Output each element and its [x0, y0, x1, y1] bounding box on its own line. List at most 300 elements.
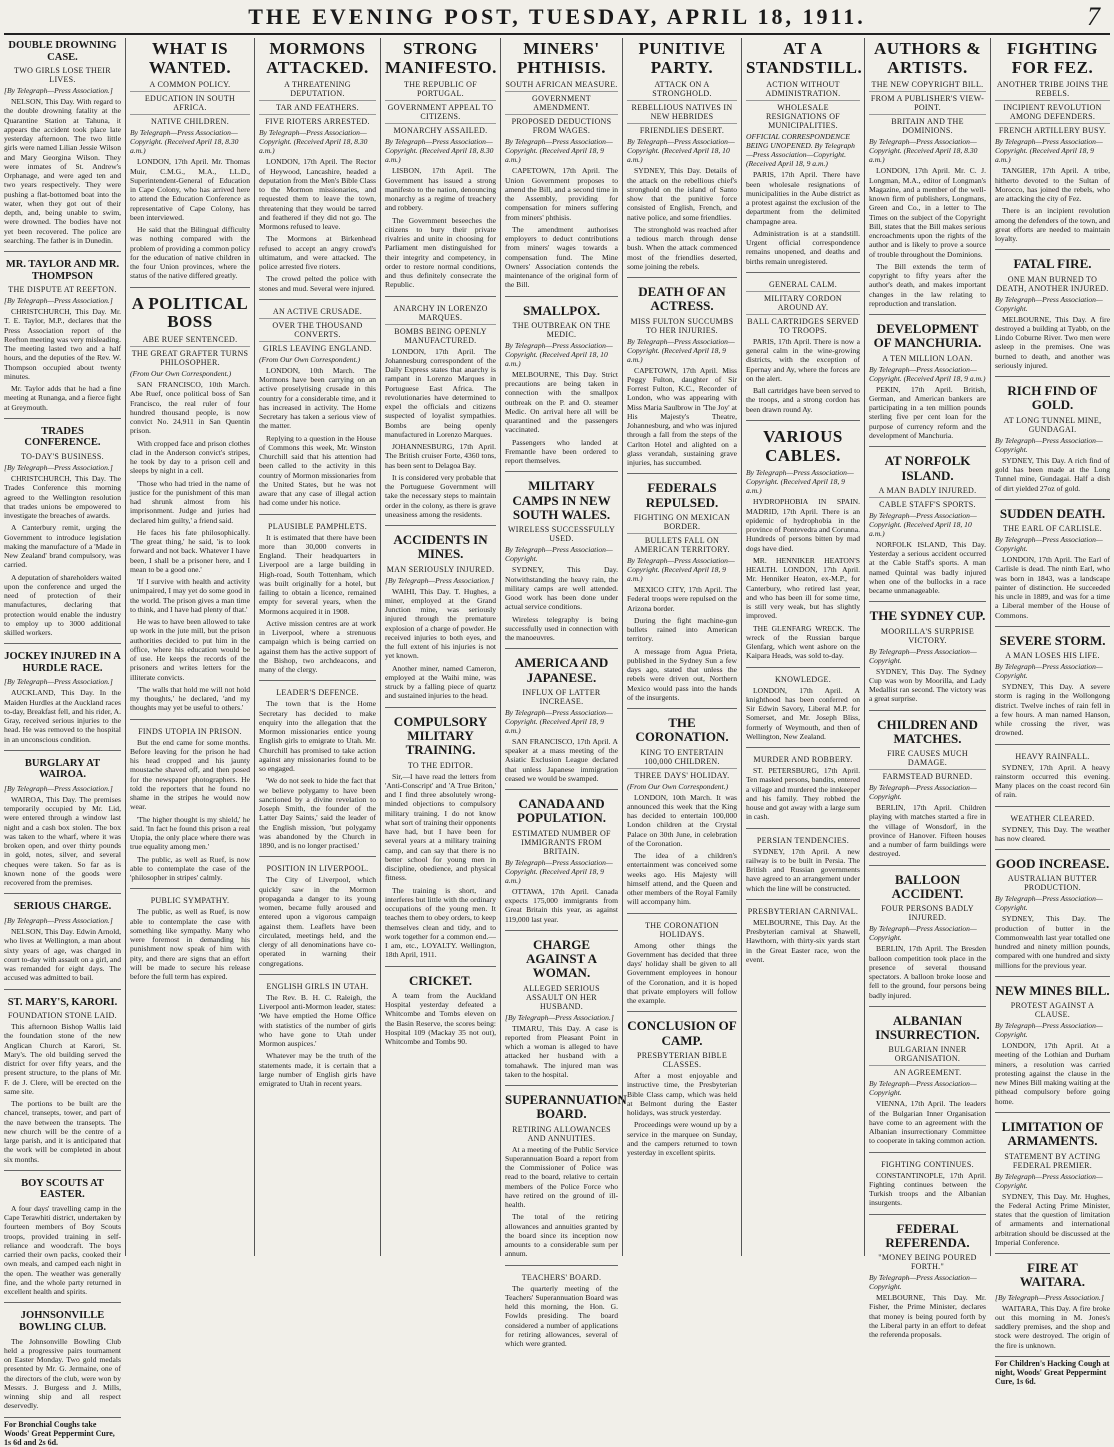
article: [505, 1085, 627, 1259]
headline: DOUBLE DROWNING CASE.: [8, 40, 117, 63]
subheadline: HEAVY RAINFALL.: [1015, 751, 1090, 761]
article-paragraph: The town that is the Home Secretary has decided to make enquiry into the allegation that the Mormon missionaries entice young English girls to emigrate to Utah. Mr. Churchill has promised to take action against any missionaries found to be so engaged.: [259, 699, 376, 774]
article-paragraph: MELBOURNE, This Day. At the Presbyterian carnival at Shawell, Hawthorn, with thirty-six yards start in the Great Easter race, won the event.: [746, 917, 860, 964]
headline: JOHNSONVILLE BOWLING CLUB.: [19, 1310, 106, 1333]
article: [995, 40, 1110, 243]
headline: THE CORONATION.: [635, 715, 729, 745]
article-paragraph: Passengers who landed at Fremantle have been ordered to report themselves.: [505, 437, 618, 466]
article: [505, 296, 618, 466]
article: [385, 40, 496, 290]
subheadline: LEADER'S DEFENCE.: [276, 688, 359, 698]
dateline: [By Telegraph—Press Association.]: [4, 677, 113, 687]
subheadline: FRIENDLIES DESERT.: [627, 123, 737, 135]
headline: MR. TAYLOR AND MR. THOMPSON: [5, 259, 120, 282]
article-paragraph: Among other things the Government has decided that three days' holiday shall be given to all Government employees in honour of the Coronation, and it is hoped that private employers will follow the example.: [627, 940, 737, 1006]
article: [4, 643, 121, 744]
subheadline: THE EARL OF CARLISLE.: [1003, 524, 1102, 534]
article-paragraph: 'If I survive with health and activity unimpaired, I may yet do some good in the world. The prison gives a man time to think, and I have had plenty of that.': [130, 577, 250, 614]
article-paragraph: LONDON, 17th April. The Earl of Carlisle is dead. The ninth Earl, who was born in 1843, was a landscape painter of distinction. He succeeded his uncle in 1889, and was for a time a Liberal member of the House of Commons.: [995, 555, 1110, 620]
article: [746, 39, 863, 266]
article: [746, 747, 860, 822]
subheadline: ACTION WITHOUT ADMINISTRATION.: [765, 80, 841, 99]
headline: AT A STANDSTILL.: [746, 39, 863, 77]
headline: ST. MARY'S, KARORI.: [7, 996, 118, 1008]
article-paragraph: A deputation of shareholders waited upon the conference and urged the need of protection of their manufactures, declaring that protection would enable the industry to employ up to 3000 additional skilled workers.: [4, 572, 121, 638]
article-paragraph: NELSON, This Day. Edwin Arnold, who lives at Wellington, a man about sixty years of age, was charged in court to-day with assault on a girl, and was remanded for eight days. The accused was admitted to bail.: [4, 927, 121, 983]
subheadline: THE NEW COPYRIGHT BILL.: [871, 80, 984, 90]
article: [4, 989, 121, 1164]
subheadline: MOORILLA'S SURPRISE VICTORY.: [880, 626, 975, 645]
article-paragraph: SYDNEY, This Day. Details of the attack on the rebellious chief's stronghold on the island of Santo show that the punitive force consisted of English, French, and native police, and some friendlies.: [627, 166, 737, 222]
article-paragraph: LONDON, 10th March. It was announced this week that the King has decided to entertain 100,000 London children at the Crystal Palace on 30th June, in celebration of the Coronation.: [627, 792, 737, 848]
subheadline: KNOWLEDGE.: [774, 674, 832, 684]
article-paragraph: After a most enjoyable and instructive time, the Presbyterian Bible Class camp, which was held at Belmont during the Easter holidays, was struck yesterday.: [627, 1071, 737, 1117]
article-paragraph: Replying to a question in the House of Commons this week, Mr. Winston Churchill said that his attention had been called to the activity in this country of Mormon missionaries from the United States, but he was not aware that any case of illegal action had come under his notice.: [259, 433, 376, 508]
subheadline: POSITION IN LIVERPOOL.: [266, 864, 369, 874]
article-paragraph: 'The higher thought is my shield,' he said. 'In fact he found this prison a real Utopia, the only place where there was true equality among men.': [130, 814, 250, 852]
subheadline: WHOLESALE RESIGNATIONS OF MUNICIPALITIES.: [746, 100, 860, 130]
dateline: (From Our Own Correspondent.): [130, 369, 232, 378]
subheadline: PUBLIC SYMPATHY.: [150, 896, 230, 906]
headline: TRADES CONFERENCE.: [24, 425, 101, 449]
article: [995, 1112, 1110, 1247]
dateline: By Telegraph—Press Association—Copyright. (Received April 18, 8.30 a.m.): [259, 128, 368, 156]
article: [627, 708, 737, 907]
dateline: By Telegraph—Press Association—Copyright. (Received April 18, 10 a.m.): [869, 510, 977, 538]
article-paragraph: Mr. Taylor adds that he had a fine meeting at Runanga, and a fierce fight at Greymouth.: [4, 384, 121, 412]
article: [505, 1265, 618, 1349]
article: [995, 806, 1110, 844]
article-paragraph: TIMARU, This Day. A case is reported from Pleasant Point in which a woman is alleged to have attacked her husband with a tomahawk. The injured man was taken to the hospital.: [505, 1023, 618, 1079]
article-paragraph: LONDON, 17th April. The Johannesburg correspondent of the Daily Express states that anarchy is rampant in Lorenzo Marques in Portuguese East Africa. The revolutionaries have determined to expel the officials and citizens suspected of loyalist sympathies. Bombs are being openly manufactured in Lorenzo Marques.: [385, 346, 496, 439]
article: [627, 913, 737, 1006]
subheadline: EDUCATION IN SOUTH AFRICA.: [130, 91, 250, 112]
article: [259, 299, 376, 508]
subheadline: PERSIAN TENDENCIES.: [756, 835, 850, 845]
article-paragraph: The amendment authorises employers to deduct contributions from miners' wages towards a compensation fund. The Mine Owners' Association contends the maintenance of the original form of the Bill.: [505, 224, 618, 290]
dateline: By Telegraph—Press Association—Copyright.: [505, 545, 613, 564]
subheadline: TEACHERS' BOARD.: [521, 1272, 602, 1282]
article: [4, 40, 121, 245]
article: [385, 525, 496, 701]
article: [869, 40, 986, 308]
dateline: [By Telegraph—Press Association.]: [4, 86, 113, 96]
headline: SMALLPOX.: [523, 302, 600, 318]
article: [995, 249, 1110, 370]
dateline: By Telegraph—Press Association—Copyright. (Received April 18, 8.30 a.m.): [869, 137, 978, 165]
dateline: [By Telegraph—Press Association.]: [4, 463, 113, 473]
headline: DEVELOPMENT OF MANCHURIA.: [873, 321, 982, 351]
headline: LIMITATION OF ARMAMENTS.: [1001, 1118, 1104, 1149]
article-paragraph: He was to have been allowed to take up work in the jute mill, but the prison authorities decided to put him in the office, where his education would be of use. He keeps the records of the prisoners and writes letters for the illiterate convicts.: [130, 617, 250, 682]
article: [4, 750, 121, 888]
article: [746, 420, 860, 661]
article-paragraph: 'The walls that hold me will not hold my thoughts,' he declared, 'and my thoughts may yet be useful to others.': [130, 684, 250, 713]
subheadline: TWO GIRLS LOSE THEIR LIVES.: [14, 66, 111, 85]
dateline: By Telegraph—Press Association—Copyright.: [995, 1171, 1103, 1190]
dateline: By Telegraph—Press Association—Copyright.: [995, 1021, 1103, 1040]
article: [505, 40, 618, 290]
headline: ALBANIAN INSURRECTION.: [875, 1012, 980, 1043]
article-paragraph: There is an incipient revolution among the defenders of the town, and great efforts are needed to maintain loyalty.: [995, 206, 1110, 244]
column-1: [0, 38, 125, 1447]
headline: SUPERANNUATION BOARD.: [505, 1092, 627, 1122]
article-paragraph: CAPETOWN, 17th April. The Union Government proposes to amend the Bill, and a second time in the Assembly, providing for compensation for miners suffering from miners' phthisis.: [505, 166, 618, 222]
article: [995, 376, 1110, 493]
article-paragraph: The total of the retiring allowances and annuities granted by the board since its inception now amounts to a considerable sum per annum.: [505, 1212, 618, 1259]
dateline: By Telegraph—Press Association—Copyright. (Received April 18, 9 a.m.): [505, 137, 613, 165]
article-paragraph: The stronghold was reached after a tedious march through dense bush. When the attack commenced most of the friendlies deserted, some joining the rebels.: [627, 224, 737, 271]
headline: BOY SCOUTS AT EASTER.: [21, 1177, 104, 1201]
article: [869, 865, 986, 1000]
subheadline: ESTIMATED NUMBER OF IMMIGRANTS FROM BRITAIN.: [512, 828, 611, 856]
article-paragraph: The public, as well as Ruef, is now able to contemplate the case with something like sympathy. Many who were foremost in demanding his punishment now speak of him with pity, and there are signs that an effort will be made to secure his release before the full term has expired.: [130, 907, 250, 981]
headline: DEATH OF AN ACTRESS.: [638, 284, 726, 314]
article: [4, 1170, 121, 1297]
subheadline: FOUR PERSONS BADLY INJURED.: [881, 904, 974, 923]
article-paragraph: SYDNEY, This Day. A severe storm is raging in the Wollongong district. Twelve inches of rain fell in a few hours. A man named Hanson, while crossing the river, was drowned.: [995, 682, 1110, 738]
subheadline: BULLETS FALL ON AMERICAN TERRITORY.: [627, 533, 737, 554]
headline: FEDERALS REPULSED.: [645, 480, 719, 510]
article-paragraph: Wireless telegraphy is being successfully used in connection with the manoeuvres.: [505, 614, 618, 643]
article: [746, 899, 860, 964]
subheadline: MURDER AND ROBBERY.: [753, 755, 853, 764]
dateline: By Telegraph—Press Association—Copyright. (Received April 18, 10 a.m.): [627, 137, 735, 165]
article-paragraph: MR. HENNIKER HEATON'S HEALTH. LONDON, 17th April. Mr. Henniker Heaton, ex-M.P., for Canterbury, who retired last year, and who has been ill for some time, is still very weak, but has slightly improved.: [746, 555, 860, 621]
subheadline: RETIRING ALLOWANCES AND ANNUITIES.: [512, 1124, 611, 1143]
article: [505, 648, 618, 783]
headline: FATAL FIRE.: [1013, 256, 1092, 272]
subheadline: THE GREAT GRAFTER TURNS PHILOSOPHER.: [130, 346, 250, 367]
article-paragraph: Proceedings were wound up by a service in the marquee on Sunday, and the campers returned to town yesterday in excellent spirits.: [627, 1120, 737, 1157]
dateline: By Telegraph—Press Association—Copyright.: [869, 1079, 977, 1098]
article-paragraph: Whatever may be the truth of the statements made, it is certain that a large number of English girls have emigrated to Utah in recent years.: [259, 1051, 376, 1089]
article-paragraph: SYDNEY, This Day. The Sydney Cup was won by Moorilla, and Lady Medallist ran second. The victory was a great surprise.: [869, 666, 986, 704]
article-paragraph: JOHANNESBURG, 17th April. The British cruiser Forte, 4360 tons, has been sent to Delagoa Bay.: [385, 442, 496, 470]
article: [385, 707, 496, 960]
headline: CHILDREN AND MATCHES.: [877, 716, 978, 746]
article: [869, 1214, 986, 1340]
article: [4, 418, 121, 637]
article-paragraph: With cropped face and prison clothes clad in the Anderson convict's stripes, he took by day to a prison cell and sleeps by night in a cell.: [130, 438, 250, 476]
article-paragraph: He said that the Bilingual difficulty was nothing compared with the problem of providing a common policy for the education of native children in the four Union provinces, where the status of the native differed greatly.: [130, 225, 250, 281]
subheadline: THE CORONATION HOLIDAYS.: [645, 920, 719, 939]
subheadline: ANOTHER TRIBE JOINS THE REBELS.: [996, 80, 1109, 99]
article-paragraph: This afternoon Bishop Wallis laid the foundation stone of the new Anglican Church at Karori, St. Mary's. The old building served the district for over fifty years, and the present structure, to the plans of Mr. F. de J. Clere, will be erected on the same site.: [4, 1022, 121, 1096]
dateline: [By Telegraph—Press Association.]: [995, 1292, 1104, 1302]
headline: WHAT IS WANTED.: [148, 39, 232, 77]
article-paragraph: SYDNEY, 17th April. A heavy rainstorm occurred this evening. Many places on the coast record 6in of rain.: [995, 762, 1110, 800]
article: [627, 277, 737, 467]
subheadline: A THREATENING DEPUTATION.: [284, 80, 351, 99]
dateline: By Telegraph—Press Association—Copyright. (Received April 18, 9 a.m.): [995, 137, 1103, 165]
article-paragraph: CONSTANTINOPLE, 17th April. Fighting continues between the Turkish troops and the Albanian insurgents.: [869, 1170, 986, 1208]
article-paragraph: CHRISTCHURCH, This Day. The Trades Conference this morning agreed to the Wellington resolution that trades unions be empowered to investigate the breaches of awards.: [4, 474, 121, 521]
dateline: By Telegraph—Press Association—Copyright. (Received April 18, 9 a.m.): [505, 707, 613, 735]
article-paragraph: He faces his fate philosophically. 'The great thing,' he said, 'is to look forward and not back. Whatever I have been, I shall be a prisoner here, and I mean to be a good one.': [130, 527, 250, 574]
article: [995, 499, 1110, 620]
article: [746, 828, 860, 893]
subheadline: FRENCH ARTILLERY BUSY.: [995, 123, 1110, 135]
article-paragraph: SYDNEY, This Day. Notwithstanding the heavy rain, the military camps are well attended. Good work has been done under actual service conditions.: [505, 565, 618, 612]
article-paragraph: LONDON, 17th April. A knighthood has been conferred on Sir Edwin Savory, Liberal M.P. for Somerset, and Mr. Joseph Bliss, formerly of Weymouth, and then of Wellington, New Zealand.: [746, 685, 860, 741]
advertisement: For Bronchial Coughs take Woods' Great Peppermint Cure, 1s 6d and 2s 6d.: [4, 1417, 121, 1447]
article-paragraph: 'We do not seek to hide the fact that we believe polygamy to have been sanctioned by a divine revelation to Joseph Smith, the founder of the Latter Day Saints,' said the leader of the English mission, 'but polygamy was abandoned by the Church in 1890, and is no longer practised.': [259, 776, 376, 851]
subheadline: A MAN LOSES HIS LIFE.: [1005, 651, 1100, 661]
article-paragraph: At a meeting of the Public Service Superannuation Board a report from the Commissioner of Police was read to the board, relative to certain members of the Police Force who have retired on the ground of ill-health.: [505, 1144, 618, 1210]
subheadline: ONE MAN BURNED TO DEATH, ANOTHER INJURED.: [996, 274, 1109, 293]
subheadline: STATEMENT BY ACTING FEDERAL PREMIER.: [1004, 1151, 1101, 1170]
subheadline: INCIPIENT REVOLUTION AMONG DEFENDERS.: [995, 100, 1110, 121]
article: [259, 514, 376, 675]
advertisement: For Children's Hacking Cough at night, Woods' Great Peppermint Cure, 1s 6d.: [995, 1356, 1110, 1386]
article-paragraph: The crowd pelted the police with stones and mud. Several were injured.: [259, 274, 376, 293]
column-6: [622, 38, 741, 1256]
article: [627, 40, 737, 271]
subheadline: ANARCHY IN LORENZO MARQUES.: [393, 303, 488, 322]
subheadline: MAN SERIOUSLY INJURED.: [386, 564, 495, 574]
headline: MILITARY CAMPS IN NEW SOUTH WALES.: [512, 478, 611, 523]
subheadline: BRITAIN AND THE DOMINIONS.: [869, 114, 986, 135]
dateline: [By Telegraph—Press Association.]: [385, 575, 494, 585]
article-paragraph: It is estimated that there have been more than 30,000 converts in England. Their headquarters in Liverpool are a large building in High-road, South Tottenham, which was built originally for a hotel, but failing to obtain a licence, remained empty for several years, when the Mormons acquired it in 1908.: [259, 532, 376, 616]
article: [627, 1011, 737, 1157]
subheadline: PLAUSIBLE PAMPHLETS.: [267, 521, 368, 531]
article: [746, 667, 860, 742]
subheadline: FIRE CAUSES MUCH DAMAGE.: [887, 749, 968, 768]
article-paragraph: SYDNEY, This Day. The production of butter in the Commonwealth last year totalled one hundred and ninety million pounds, compared with one hundred and sixty millions for the previous year.: [995, 914, 1110, 970]
article: [259, 856, 376, 968]
article-paragraph: The Rev. B. H. C. Raleigh, the Liverpool anti-Mormon leader, states: 'We have emptied the Home Office with statistics of the number of girls who have gone to Utah under Mormon auspices.': [259, 992, 376, 1049]
article: [869, 1152, 986, 1208]
article: [259, 680, 376, 850]
article-paragraph: BERLIN, 17th April. The Bresden balloon competition took place in the presence of several thousand spectators. A balloon broke loose and fell to the ground, four persons being badly injured.: [869, 944, 986, 1000]
article: [995, 744, 1110, 800]
headline: MORMONS ATTACKED.: [266, 39, 369, 77]
subheadline: MISS FULTON SUCCUMBS TO HER INJURIES.: [630, 316, 734, 335]
subheadline: OVER THE THOUSAND CONVERTS.: [259, 318, 376, 339]
article-paragraph: SAN FRANCISCO, 10th March. Abe Ruef, once political boss of San Francisco, the real ruler of four hundred thousand people, is now convict No. 24,911 in San Quentin prison.: [130, 380, 250, 436]
article: [130, 719, 250, 883]
subheadline: A COMMON POLICY.: [149, 80, 231, 90]
headline: FIGHTING FOR FEZ.: [1007, 39, 1098, 77]
column-9: [990, 38, 1114, 1386]
subheadline: INFLUX OF LATTER INCREASE.: [522, 687, 601, 706]
article-paragraph: MELBOURNE, This Day. A fire destroyed a building at Tyabb, on the Lindo Coburne River. Two men were asleep in the premises. One was burned to death, and another was seriously injured.: [995, 314, 1110, 370]
headline: SERIOUS CHARGE.: [13, 901, 112, 913]
subheadline: FIGHTING CONTINUES.: [881, 1159, 974, 1169]
dateline: By Telegraph—Press Association—Copyright.: [869, 1273, 977, 1292]
column-7: [741, 38, 864, 1256]
article-paragraph: SYDNEY, This Day. Mr. Hughes, the Federal Acting Prime Minister, states that the question of limitation of armaments and international arbitration should be discussed at the Imperial Conference.: [995, 1191, 1110, 1247]
article-paragraph: BERLIN, 17th April. Children playing with matches started a fire in the village of Wonsdorf, in the province of Hanover. Fifteen houses and a number of farm buildings were destroyed.: [869, 803, 986, 859]
masthead-rule: [4, 33, 1110, 35]
subheadline: "MONEY BEING POURED FORTH.": [878, 1253, 977, 1272]
column-2: [125, 38, 254, 1256]
article: [869, 1006, 986, 1146]
article: [4, 1302, 121, 1410]
subheadline: GIRLS LEAVING ENGLAND.: [259, 341, 376, 353]
article: [505, 789, 618, 924]
article-paragraph: A team from the Auckland Hospital yesterday defeated a Whitcombe and Tombs eleven on the Basin Reserve, the scores being: Hospital 109 (Mackay 35 not out), Whitcombe and Tombs 90.: [385, 990, 496, 1047]
dateline: By Telegraph—Press Association—Copyright.: [995, 435, 1103, 454]
headline: COMPULSORY MILITARY TRAINING.: [393, 713, 488, 758]
masthead-title: THE EVENING POST, TUESDAY, APRIL 18, 1911.: [248, 4, 866, 29]
subheadline: ATTACK ON A STRONGHOLD.: [652, 80, 712, 99]
subheadline: THE REPUBLIC OF PORTUGAL.: [404, 80, 477, 99]
subheadline: PROTEST AGAINST A CLAUSE.: [1010, 1001, 1095, 1020]
dateline: By Telegraph—Press Association—Copyright.: [869, 646, 977, 665]
column-5: [500, 38, 627, 1349]
article-paragraph: SYDNEY, 17th April. A new railway is to be built in Persia. The British and Russian governments have agreed to an arrangement under which the line will be constructed.: [746, 846, 860, 893]
article-paragraph: Another miner, named Cameron, employed at the Waihi mine, was struck by a falling piece of quartz and sustained injuries to the head.: [385, 663, 496, 701]
dateline: (From Our Own Correspondent.): [259, 354, 361, 364]
article-paragraph: Active mission centres are at work in Liverpool, where a strenuous campaign which is being carried on against them has the active support of the Bishop, two archdeacons, and many of the clergy.: [259, 618, 376, 675]
subheadline: AN AGREEMENT.: [869, 1065, 986, 1077]
article-paragraph: HYDROPHOBIA IN SPAIN. MADRID, 17th April. There is an epidemic of hydrophobia in the province of Pontevedra and Corunna. Hundreds of persons bitten by mad dogs have died.: [746, 497, 860, 553]
dateline: [By Telegraph—Press Association.]: [505, 1012, 614, 1022]
subheadline: TAR AND FEATHERS.: [259, 100, 376, 112]
article-paragraph: LONDON, 17th April. The Rector of Heywood, Lancashire, headed a deputation from the Men's Bible Class to the Mormon missionaries, and requested them to leave the town, threatening that they would be tarred and feathered if they did not go. The Mormons refused to leave.: [259, 157, 376, 232]
headline: FEDERAL REFERENDA.: [885, 1220, 970, 1250]
article-paragraph: CHRISTCHURCH, This Day. Mr. T. E. Taylor, M.P., declares that the Press Association report of the Reefton meeting was very misleading. The meeting lasted two and a half hours, and the deputies of the Rev. W. Thompson occupied about twenty minutes.: [4, 307, 121, 381]
article: [869, 710, 986, 859]
subheadline: TO THE EDITOR.: [407, 760, 474, 770]
headline: CONCLUSION OF CAMP.: [627, 1018, 737, 1048]
article-paragraph: Ball cartridges have been served to the troops, and a strong cordon has been drawn round Ay.: [746, 386, 860, 414]
dateline: By Telegraph—Press Association—Copyright. (Received April 18, 9 a.m.): [627, 556, 735, 584]
subheadline: TO-DAY'S BUSINESS.: [21, 452, 104, 462]
article: [505, 471, 618, 642]
subheadline: AUSTRALIAN BUTTER PRODUCTION.: [1007, 874, 1098, 893]
headline: THE SYDNEY CUP.: [869, 608, 986, 624]
headline: PUNITIVE PARTY.: [638, 39, 726, 77]
article-paragraph: MELBOURNE, This Day. Strict precautions are being taken in connection with the smallpox outbreak on the P. and O. steamer Medic. On arrival here all will be quarantined and the passengers vaccinated.: [505, 369, 618, 435]
article: [995, 976, 1110, 1106]
column-4: [380, 38, 500, 1256]
article-paragraph: WAIROA, This Day. The premises temporarily occupied by Mr. Lid, were entered through a window last night and a cash box stolen. The box was taken to the wharf, where it was broken open, and over thirty pounds in gold, notes, silver, and several cheques were taken. So far as is known none of the goods were recovered from the premises.: [4, 794, 121, 888]
article-paragraph: The Johnsonville Bowling Club held a progressive pairs tournament on Easter Monday. Two gold medals presented by Mr. G. Jermaine, one of the directors of the club, were won by Messrs. J. Burgess and J. Mills, winning ship and all respect deservedly.: [4, 1336, 121, 1411]
article: [130, 287, 250, 713]
article-paragraph: PEKIN, 17th April. British, German, and American bankers are participating in a ten million pounds sterling five per cent loan for the purpose of currency reform and the development of Manchuria.: [869, 384, 986, 440]
headline: BURGLARY AT WAIROA.: [24, 757, 101, 781]
article: [385, 966, 496, 1047]
dateline: (From Our Own Correspondent.): [627, 781, 729, 791]
article: [385, 296, 496, 520]
dateline: OFFICIAL CORRESPONDENCE BEING UNOPENED. By Telegraph—Press Association—Copyright. (Received April 18, 9 a.m.): [746, 132, 855, 169]
subheadline: THE OUTBREAK ON THE MEDIC.: [512, 320, 611, 339]
subheadline: PRESBYTERIAN CARNIVAL.: [747, 906, 859, 916]
article-paragraph: A four days' travelling camp in the Cape Terawhiti district, undertaken by fourteen members of Boy Scouts troops, provided training in self-reliance and woodcraft. The boys carried their own packs, cooked their own meals, and camped each night in the open. The weather was generally fine, and the whole party returned in excellent health and spirits.: [4, 1203, 121, 1297]
article-paragraph: LONDON, 17th April. Mr. C. J. Longman, M.A., editor of Longman's Magazine, and a member of the well-known firm of publishers, Longmans, Green and Co., in a letter to The Times on the subject of the Copyright Bill, states that the Bill makes serious encroachments upon the rights of the author and is likely to prove a source of trouble throughout the Dominions.: [869, 166, 986, 259]
dateline: By Telegraph—Press Association—Copyright. (Received April 18, 8.30 a.m.): [130, 128, 239, 156]
article: [869, 601, 986, 703]
subheadline: ALLEGED SERIOUS ASSAULT ON HER HUSBAND.: [523, 983, 600, 1011]
article-paragraph: WAIHI, This Day. T. Hughes, a miner, employed at the Grand Junction mine, was seriously injured through the premature explosion of a charge of powder. He received injuries to both eyes, and the full extent of his injuries is not yet known.: [385, 586, 496, 661]
subheadline: BOMBS BEING OPENLY MANUFACTURED.: [385, 324, 496, 345]
subheadline: A TEN MILLION LOAN.: [882, 353, 973, 363]
dateline: By Telegraph—Press Association—Copyright. (Received April 18, 9 a.m.): [627, 336, 735, 364]
subheadline: KING TO ENTERTAIN 100,000 CHILDREN.: [640, 747, 724, 766]
article: [130, 40, 250, 281]
article-paragraph: NORFOLK ISLAND, This Day. Yesterday a serious accident occurred at the Cable Staff's sports. A man named Quintal was badly injured when one of the bullocks in a race became unmanageable.: [869, 539, 986, 596]
dateline: [By Telegraph—Press Association.]: [4, 783, 113, 793]
headline: CRICKET.: [409, 972, 472, 988]
headline: AT NORFOLK ISLAND.: [884, 453, 971, 483]
subheadline: FIGHTING ON MEXICAN BORDER.: [633, 513, 731, 532]
subheadline: WIRELESS SUCCESSFULLY USED.: [507, 525, 616, 544]
headline: BALLOON ACCIDENT.: [891, 871, 964, 901]
article: [995, 626, 1110, 738]
dateline: By Telegraph—Press Association—Copyright. (Received April 18, 8.30 a.m.): [385, 137, 494, 165]
article: [259, 40, 376, 293]
headline: VARIOUS CABLES.: [763, 426, 843, 465]
subheadline: FOUNDATION STONE LAID.: [8, 1011, 117, 1021]
dateline: By Telegraph—Press Association—Copyright.: [995, 662, 1103, 681]
article-paragraph: The Government beseeches the citizens to bury their private rivalries and unite in choosing for Parliament men distinguished for their integrity and competency, in order to restore normal conditions, and thus definitely consecrate the Republic.: [385, 215, 496, 290]
subheadline: AN ACTIVE CRUSADE.: [272, 306, 363, 316]
subheadline: AT LONG TUNNEL MINE, GUNDAGAI.: [1003, 415, 1102, 434]
subheadline: FARMSTEAD BURNED.: [869, 769, 986, 781]
article-paragraph: The City of Liverpool, which quickly saw in the Mormon propaganda a danger to its young women, became fully aroused and entered upon a vigorous campaign against them. Leaflets have been circulated, meetings held, and the clergy of all denominations have co-operated in warning their congregations.: [259, 875, 376, 968]
subheadline: THREE DAYS' HOLIDAY.: [627, 768, 737, 780]
article: [869, 314, 986, 440]
subheadline: GOVERNMENT APPEAL TO CITIZENS.: [385, 100, 496, 121]
article-paragraph: 'Those who had tried in the name of justice for the punishment of this man had shrunk almost from his imprisonment. Judge and juries had declared him guilty,' a friend said.: [130, 478, 250, 525]
subheadline: GENERAL CALM.: [768, 279, 838, 289]
headline: A POLITICAL BOSS: [131, 293, 249, 332]
subheadline: MILITARY CORDON AROUND AY.: [746, 291, 860, 312]
article-paragraph: PARIS, 17th April. There is now a general calm in the wine-growing districts, with the exception of Epernay and Ay, where the forces are on the alert.: [746, 336, 860, 383]
headline: CANADA AND POPULATION.: [517, 796, 606, 826]
article-paragraph: AUCKLAND, This Day. In the Maiden Hurdles at the Auckland races to-day, Breakfast fell, and his rider, A. Gray, received serious injuries to the head. He was removed to the hospital in an unconscious condition.: [4, 688, 121, 744]
article: [505, 930, 618, 1079]
dateline: By Telegraph—Press Association—Copyright.: [995, 894, 1103, 913]
article-paragraph: NELSON, This Day. With regard to the double drowning fatality at the Quarantine Station at Tahuna, it appears the accident took place late yesterday afternoon. The two little girls were named Lilian Jessie Wilson and Mary Georgina Wilson. They were inmates of St. Andrew's Orphanage, and were aged ten and two years respectively. They were pushing a flat-bottomed boat into the water, when they got out of their depth, and, being unable to swim, were drowned. The bodies have not yet been recovered. The police are searching. The father is in Dunedin.: [4, 97, 121, 245]
article-paragraph: The Mormons at Birkenhead refused to accept an angry crowd's ultimatum, and were attacked. The police arrested five rioters.: [259, 234, 376, 272]
subheadline: CABLE STAFF'S SPORTS.: [869, 497, 986, 509]
article: [869, 446, 986, 595]
column-8: [864, 38, 990, 1340]
subheadline: THE DISPUTE AT REEFTON.: [8, 285, 117, 295]
dateline: By Telegraph—Press Association—Copyright.: [995, 294, 1103, 313]
subheadline: WEATHER CLEARED.: [1010, 813, 1095, 823]
article: [746, 272, 860, 414]
subheadline: MONARCHY ASSAILED.: [385, 123, 496, 135]
article: [259, 974, 376, 1089]
article-paragraph: THE GLENFARG WRECK. The wreck of the Russian barque Glenfarg, which went ashore on the Kaipara Heads, was sold to-day.: [746, 623, 860, 661]
article-paragraph: It is considered very probable that the Portuguese Government will take the necessary steps to maintain order in the colony, as there is grave uneasiness among the residents.: [385, 472, 496, 519]
dateline: By Telegraph—Press Association—Copyright.: [995, 535, 1103, 554]
subheadline: PROPOSED DEDUCTIONS FROM WAGES.: [505, 114, 618, 135]
column-3: [254, 38, 380, 1256]
article-paragraph: The quarterly meeting of the Teachers' Superannuation Board was held this morning, the Hon. G. Fowlds presiding. The board considered a number of applications for retiring allowances, several of which were granted.: [505, 1283, 618, 1349]
article-paragraph: CAPETOWN, 17th April. Miss Peggy Fulton, daughter of Sir Forrest Fulton, K.C., Recorder of London, who was appearing with Miss Maria Saulbrow in 'The Joy' at His Majesty's Theatre, Johannesburg, and who was injured through a fall from the steps of the Carlton Hotel and alighted on a glass verandah, sustaining grave injuries, has succumbed.: [627, 365, 737, 468]
dateline: By Telegraph—Press Association—Copyright. (Received April 18, 9 a.m.): [746, 468, 854, 496]
headline: GOOD INCREASE.: [995, 856, 1110, 872]
headline: JOCKEY INJURED IN A HURDLE RACE.: [4, 651, 121, 674]
article: [4, 251, 121, 412]
subheadline: NATIVE CHILDREN.: [130, 114, 250, 126]
headline: NEW MINES BILL.: [995, 982, 1110, 998]
subheadline: REBELLIOUS NATIVES IN NEW HEBRIDES: [627, 100, 737, 121]
headline: SEVERE STORM.: [999, 632, 1106, 648]
dateline: [By Telegraph—Press Association.]: [4, 916, 113, 926]
article-paragraph: MEXICO CITY, 17th April. The Federal troops were repulsed on the Arizona border.: [627, 585, 737, 613]
article-paragraph: SYDNEY, This Day. A rich find of gold has been made at the Long Tunnel mine, Gundagai. Half a dish of dirt yielded 27oz of gold.: [995, 455, 1110, 493]
article-paragraph: Administration is at a standstill. Urgent official correspondence remains unopened, and deaths and births remain unregistered.: [746, 228, 860, 266]
headline: AMERICA AND JAPANESE.: [514, 655, 609, 685]
